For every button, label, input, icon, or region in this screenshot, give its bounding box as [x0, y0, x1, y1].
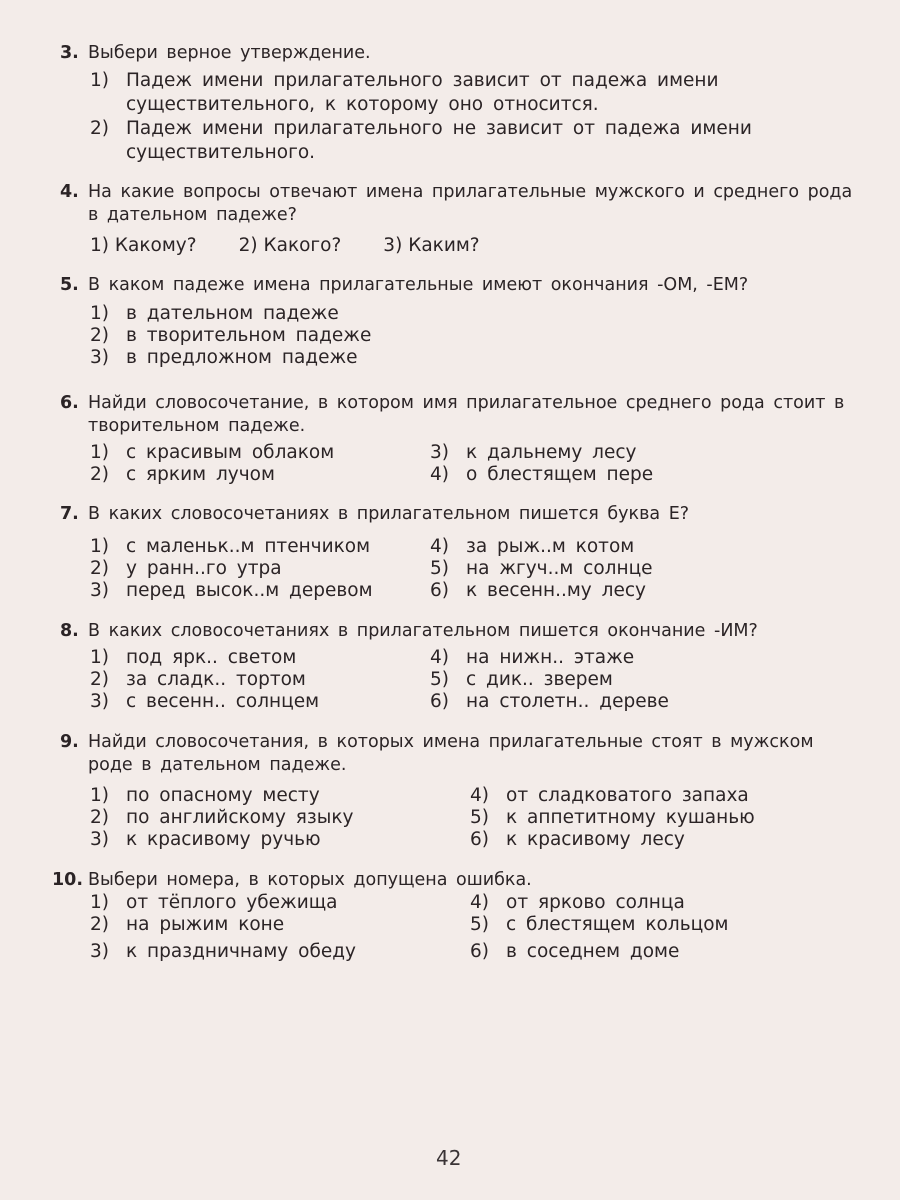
question-number: 10.: [52, 870, 84, 890]
option: 2) по английскому языку: [90, 807, 354, 828]
option: 6) к весенн..му лесу: [430, 580, 646, 601]
option: 2) с ярким лучом: [90, 464, 275, 485]
option: 3) с весенн.. солнцем: [90, 691, 320, 712]
question-text: В каких словосочетаниях в прилагательном пишется буква Е?: [88, 504, 690, 524]
option: 3) в предложном падеже: [90, 347, 358, 368]
option: 4) за рыж..м котом: [430, 536, 635, 557]
question-number: 7.: [60, 504, 79, 524]
option: 2) на рыжим коне: [90, 914, 285, 935]
option: 1) Падеж имени прилагательного зависит от падежа имени существительного, к которому оно относится.: [90, 70, 719, 115]
option: 1) в дательном падеже: [90, 303, 339, 324]
question-text: Выбери номера, в которых допущена ошибка.: [88, 870, 532, 890]
option: 3) Каким?: [383, 235, 480, 256]
option: 5) с блестящем кольцом: [470, 914, 729, 935]
option: 2) за сладк.. тортом: [90, 669, 306, 690]
page-number: 42: [436, 1146, 462, 1170]
option: 2) Падеж имени прилагательного не зависит от падежа имени существительного.: [90, 118, 752, 163]
question-8: [60, 620, 860, 713]
question-9: [60, 731, 860, 851]
question-5: [60, 274, 860, 369]
option: 1) Какому?: [90, 235, 197, 256]
question-text: В каких словосочетаниях в прилагательном пишется окончание -ИМ?: [88, 621, 758, 641]
option: 4) на нижн.. этаже: [430, 647, 635, 668]
option: 6) на столетн.. дереве: [430, 691, 669, 712]
option: 1) с красивым облаком: [90, 442, 335, 463]
question-3: [60, 42, 860, 165]
question-7: [60, 503, 860, 602]
option: 2) у ранн..го утра: [90, 558, 282, 579]
option: 5) с дик.. зверем: [430, 669, 613, 690]
option: 6) в соседнем доме: [470, 941, 680, 962]
question-text: Найди словосочетания, в которых имена прилагательные стоят в мужском роде в дательном падеже.: [88, 732, 814, 775]
option: 6) к красивому лесу: [470, 829, 685, 850]
option: 2) в творительном падеже: [90, 325, 372, 346]
option: 4) о блестящем пере: [430, 464, 654, 485]
option: 3) к красивому ручью: [90, 829, 321, 850]
option: 5) на жгуч..м солнце: [430, 558, 653, 579]
question-6: [60, 392, 860, 486]
option: 3) перед высок..м деревом: [90, 580, 373, 601]
option: 1) под ярк.. светом: [90, 647, 297, 668]
option: 3) к праздничнаму обеду: [90, 941, 356, 962]
question-number: 3.: [60, 43, 79, 63]
question-10: [52, 869, 852, 963]
option: 2) Какого?: [238, 235, 342, 256]
option: 5) к аппетитному кушанью: [470, 807, 755, 828]
option: 1) по опасному месту: [90, 785, 320, 806]
question-4: [60, 181, 860, 256]
question-number: 9.: [60, 732, 79, 752]
option: 1) от тёплого убежища: [90, 892, 338, 913]
question-text: В каком падеже имена прилагательные имеют окончания -ОМ, -ЕМ?: [88, 275, 749, 295]
question-text: Найди словосочетание, в котором имя прилагательное среднего рода стоит в творительном падеже.: [88, 393, 845, 436]
question-number: 4.: [60, 182, 79, 202]
question-number: 8.: [60, 621, 79, 641]
question-text: На какие вопросы отвечают имена прилагательные мужского и среднего рода в дательном падеже?: [88, 182, 853, 225]
option: 1) с маленьк..м птенчиком: [90, 536, 371, 557]
option: 4) от ярково солнца: [470, 892, 685, 913]
option: 3) к дальнему лесу: [430, 442, 637, 463]
question-text: Выбери верное утверждение.: [88, 43, 371, 63]
question-number: 6.: [60, 393, 79, 413]
question-number: 5.: [60, 275, 79, 295]
option: 4) от сладковатого запаха: [470, 785, 749, 806]
